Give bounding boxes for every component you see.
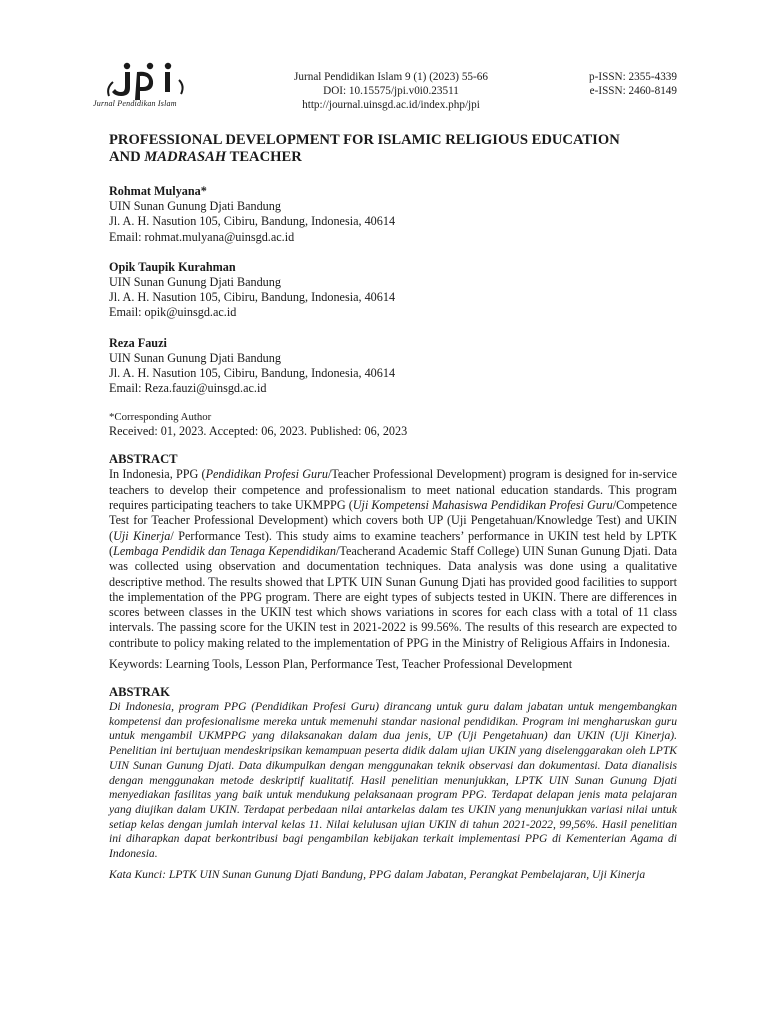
author-affiliation: UIN Sunan Gunung Djati Bandung bbox=[109, 199, 281, 214]
author-2 bbox=[109, 260, 677, 321]
author-1 bbox=[109, 184, 677, 245]
abstract-heading: ABSTRACT bbox=[109, 452, 178, 467]
author-affiliation: UIN Sunan Gunung Djati Bandung bbox=[109, 275, 281, 290]
journal-url[interactable]: http://journal.uinsgd.ac.id/index.php/jpi bbox=[302, 99, 480, 111]
article-dates: Received: 01, 2023. Accepted: 06, 2023. Published: 06, 2023 bbox=[109, 424, 408, 439]
author-email[interactable]: Email: rohmat.mulyana@uinsgd.ac.id bbox=[109, 229, 295, 244]
abstrak-text: Di Indonesia, program PPG (Pendidikan Profesi Guru) dirancang untuk guru dalam jabatan untuk mengembangkan kompetensi dan profesionalisme mereka untuk memenuhi standar nasional pendidikan. Program ini mengharuskan guru untuk mengambil UKMPPG yang dilaksanakan dalam dua jenis, UP (Uji Pengetahuan) dan UKIN (Uji Kinerja). Penelitian ini bertujuan mendeskripsikan kemampuan peserta didik dalam ujian UKIN yang diselenggarakan oleh LPTK UIN Sunan Gunung Djati. Data dikumpulkan dengan menggunakan teknik observasi dan dokumentasi. Data dianalisis dengan menggunakan metode deskriptif kualitatif. Hasil penelitian menunjukkan, LPTK UIN Sunan Gunung Djati menyediakan fasilitas yang baik untuk mendukung pelaksanaan program PPG. Terdapat delapan jenis mata pelajaran yang diujikan dalam UKIN. Terdapat perbedaan nilai antarkelas dalam tes UKIN yang menunjukkan variasi nilai untuk setiap kelas dengan jumlah interval kelas 11. Nilai kelulusan ujian UKIN di tahun 2021-2022, 99,56%. Hasil penelitian ini diharapkan dapat berkontribusi bagi pengambilan kebijakan terkait implementasi PPG di Kementerian Agama di Indonesia. bbox=[109, 700, 677, 861]
author-3 bbox=[109, 336, 677, 397]
author-name: Opik Taupik Kurahman bbox=[109, 259, 236, 274]
doi-line[interactable]: DOI: 10.15575/jpi.v0i0.23511 bbox=[323, 85, 459, 97]
journal-header bbox=[93, 60, 677, 114]
e-issn: e-ISSN: 2460-8149 bbox=[589, 85, 677, 97]
issn-block bbox=[589, 70, 677, 98]
paper-page bbox=[93, 60, 677, 882]
p-issn: p-ISSN: 2355-4339 bbox=[589, 71, 677, 83]
paper-title: PROFESSIONAL DEVELOPMENT FOR ISLAMIC RELIGIOUS EDUCATION AND MADRASAH TEACHER bbox=[109, 132, 620, 165]
journal-volume-line: Jurnal Pendidikan Islam 9 (1) (2023) 55-66 bbox=[294, 71, 488, 83]
journal-citation bbox=[271, 70, 511, 112]
abstrak-heading: ABSTRAK bbox=[109, 685, 170, 699]
author-email[interactable]: Email: Reza.fauzi@uinsgd.ac.id bbox=[109, 381, 267, 396]
author-name: Rohmat Mulyana* bbox=[109, 184, 207, 198]
author-affiliation: UIN Sunan Gunung Djati Bandung bbox=[109, 350, 281, 365]
logo-caption: Jurnal Pendidikan Islam bbox=[93, 99, 177, 108]
kata-kunci: Kata Kunci: LPTK UIN Sunan Gunung Djati Bandung, PPG dalam Jabatan, Perangkat Pembelajaran, Uji Kinerja bbox=[109, 867, 646, 881]
author-address: Jl. A. H. Nasution 105, Cibiru, Bandung, Indonesia, 40614 bbox=[109, 214, 396, 229]
abstract-text: In Indonesia, PPG (Pendidikan Profesi Guru/Teacher Professional Development) program is designed for in-service teachers to develop their competence and professionalism to meet national education standards. This program requires participating teachers to take UKMPPG (Uji Kompetensi Mahasiswa Pendidikan Profesi Guru/Competence Test for Teacher Professional Development) which covers both UP (Uji Pengetahuan/Knowledge Test) and UKIN (Uji Kinerja/ Performance Test). This study aims to examine teachers’ performance in UKIN test held by LPTK (Lembaga Pendidik dan Tenaga Kependidikan/Teacherand Academic Staff College) UIN Sunan Gunung Djati. Data was collected using observation and documentation techniques. Data analysis was done using a qualitative descriptive method. The results showed that LPTK UIN Sunan Gunung Djati has provided good facilities to support the implementation of the PPG program. There are eight types of subjects tested in UKIN. There are differences in scores between classes in the UKIN test which shows variations in scores for each class with a total of 11 class intervals. The passing score for the UKIN test in 2021-2022 is 99.56%. The results of this research are expected to contribute to policy making related to the implementation of PPG in the Ministry of Religious Affairs in Indonesia. bbox=[109, 467, 677, 650]
author-address: Jl. A. H. Nasution 105, Cibiru, Bandung, Indonesia, 40614 bbox=[109, 366, 396, 381]
author-address: Jl. A. H. Nasution 105, Cibiru, Bandung, Indonesia, 40614 bbox=[109, 290, 396, 305]
author-name: Reza Fauzi bbox=[109, 335, 167, 350]
author-email[interactable]: Email: opik@uinsgd.ac.id bbox=[109, 305, 237, 320]
corresponding-author-note: *Corresponding Author bbox=[109, 411, 212, 424]
keywords: Keywords: Learning Tools, Lesson Plan, Performance Test, Teacher Professional Development bbox=[109, 657, 573, 671]
